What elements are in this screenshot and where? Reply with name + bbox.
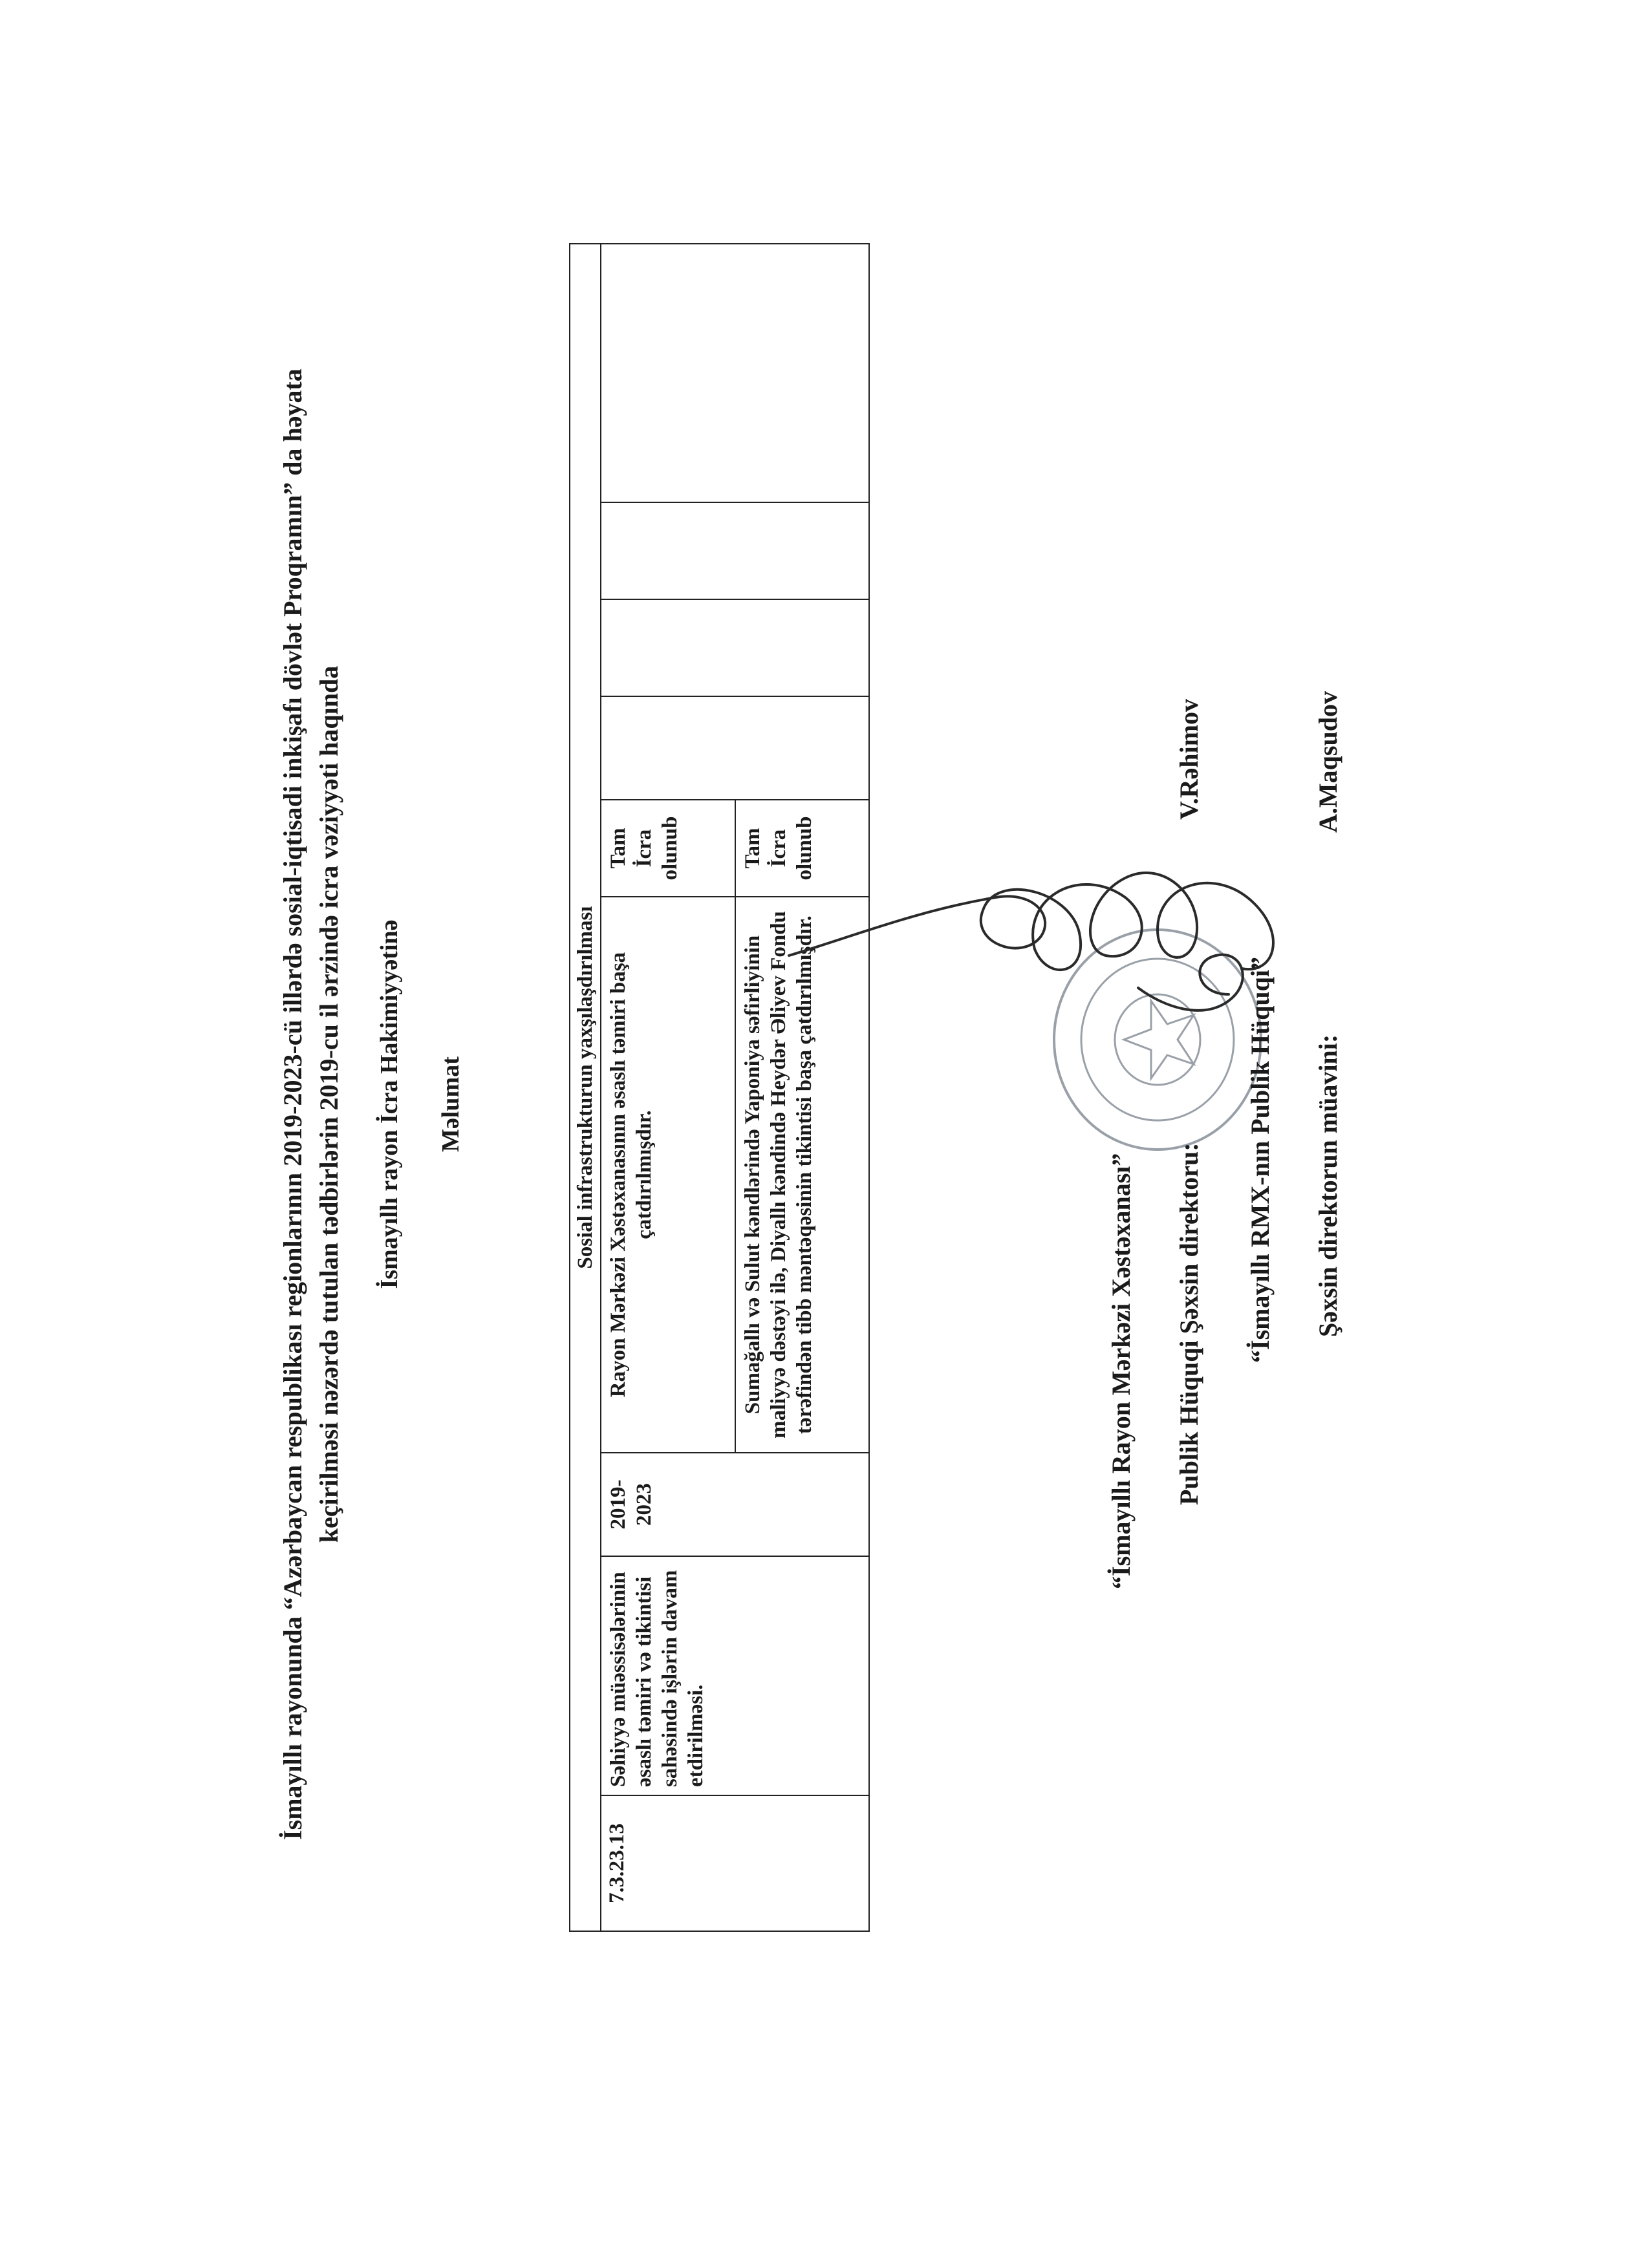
- section-title: Sosial infrastrukturun yaxşılaşdırılması: [570, 244, 601, 1931]
- signature-org-line-1: “İsmayıllı Rayon Mərkəzi Xəstəxanası”: [1106, 1153, 1136, 1589]
- row-2-status: Tam İcra olunub: [735, 800, 870, 897]
- table-section-row: [570, 244, 601, 1931]
- measure-code: 7.3.23.13: [601, 1795, 869, 1931]
- row-2-description: Sumağallı və Sulut kəndlərində Yaponiya səfirliyinin maliyyə dəstəyi ilə, Diyallı kəndində Heydər Əliyev Fondu tərəfindən tibb məntəqəsinin tikintisi başa çatdırılmışdır.: [735, 897, 870, 1453]
- director-name: V.Rəhimov: [1174, 698, 1203, 820]
- recipient: İsmayıllı rayon İcra Hakimiyyətinə: [376, 919, 403, 1289]
- signature-org-line-2: “İsmayıllı RMX-nın Publik Hüquqi”: [1245, 957, 1275, 1363]
- document-title: Məlumat: [437, 1056, 464, 1152]
- header-line-2: keçirilməsi nəzərdə tutulan tədbirlərin 2019-cu il ərzində icra vəziyyəti haqında: [314, 665, 343, 1543]
- period-cell: [601, 1453, 869, 1556]
- header-line-1: İsmayıllı rayonunda “Azərbaycan respublikası regionlarının 2019-2023-cü illərdə sosial-iqtisadi inkişafı dövlət Proqramın” da həyata: [278, 369, 307, 1840]
- measure-text: Səhiyyə müəssisələrinin əsaslı təmiri və tikintisi sahəsində işlərin davam etdirilməsi.: [601, 1556, 869, 1795]
- director-title: Publik Hüquqi Şəxsin direktoru:: [1174, 1142, 1203, 1505]
- period-text: 2019-2023: [607, 1479, 656, 1530]
- deputy-title: Şəxsin direktorun müavini:: [1313, 1034, 1342, 1337]
- table-row: [601, 244, 735, 1931]
- empty-cell: [601, 502, 869, 599]
- empty-cell: [601, 244, 869, 502]
- deputy-name: A.Maqsudov: [1313, 691, 1342, 833]
- row-1-description: Rayon Mərkəzi Xəstəxanasının əsaslı təmiri başa çatdırılmışdır.: [601, 897, 735, 1453]
- empty-cell: [601, 599, 869, 696]
- row-1-status: Tam İcra olunub: [601, 800, 735, 897]
- document-header: [275, 264, 347, 1945]
- empty-cell: [601, 696, 869, 800]
